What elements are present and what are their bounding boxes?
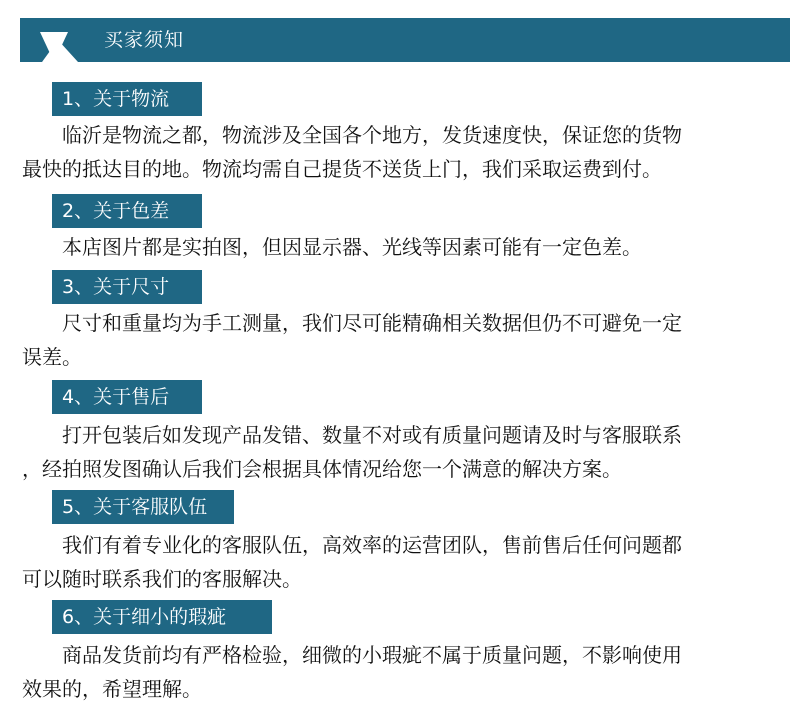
section-text-minor-flaws [22, 638, 770, 706]
section-label-size: 3、关于尺寸 [52, 270, 202, 304]
text-line: 尺寸和重量均为手工测量，我们尽可能精确相关数据但仍不可避免一定 [62, 311, 682, 335]
section-label-color-difference: 2、关于色差 [52, 194, 202, 228]
page-title: 买家须知 [104, 29, 185, 51]
section-label-minor-flaws: 6、关于细小的瑕疵 [52, 600, 272, 634]
text-line: 打开包装后如发现产品发错、数量不对或有质量问题请及时与客服联系 [62, 423, 682, 447]
section-text-color-difference [22, 230, 770, 264]
text-line: 可以随时联系我们的客服解决。 [22, 567, 302, 591]
text-line: 最快的抵达目的地。物流均需自己提货不送货上门，我们采取运费到付。 [22, 157, 662, 181]
section-text-size [22, 306, 770, 374]
section-label-after-sales: 4、关于售后 [52, 380, 202, 414]
section-label-logistics: 1、关于物流 [52, 82, 202, 116]
text-line: 效果的，希望理解。 [22, 677, 202, 701]
section-text-after-sales [22, 418, 770, 486]
text-line: ，经拍照发图确认后我们会根据具体情况给您一个满意的解决方案。 [22, 457, 622, 481]
section-label-service-team: 5、关于客服队伍 [52, 490, 234, 524]
text-line: 商品发货前均有严格检验，细微的小瑕疵不属于质量问题，不影响使用 [62, 643, 682, 667]
text-line: 我们有着专业化的客服队伍，高效率的运营团队，售前售后任何问题都 [62, 533, 682, 557]
section-text-service-team [22, 528, 770, 596]
header-banner [20, 18, 790, 62]
section-text-logistics [22, 118, 770, 186]
text-line: 误差。 [22, 345, 82, 369]
text-line: 临沂是物流之都，物流涉及全国各个地方，发货速度快，保证您的货物 [62, 123, 682, 147]
text-line: 本店图片都是实拍图，但因显示器、光线等因素可能有一定色差。 [62, 235, 642, 259]
